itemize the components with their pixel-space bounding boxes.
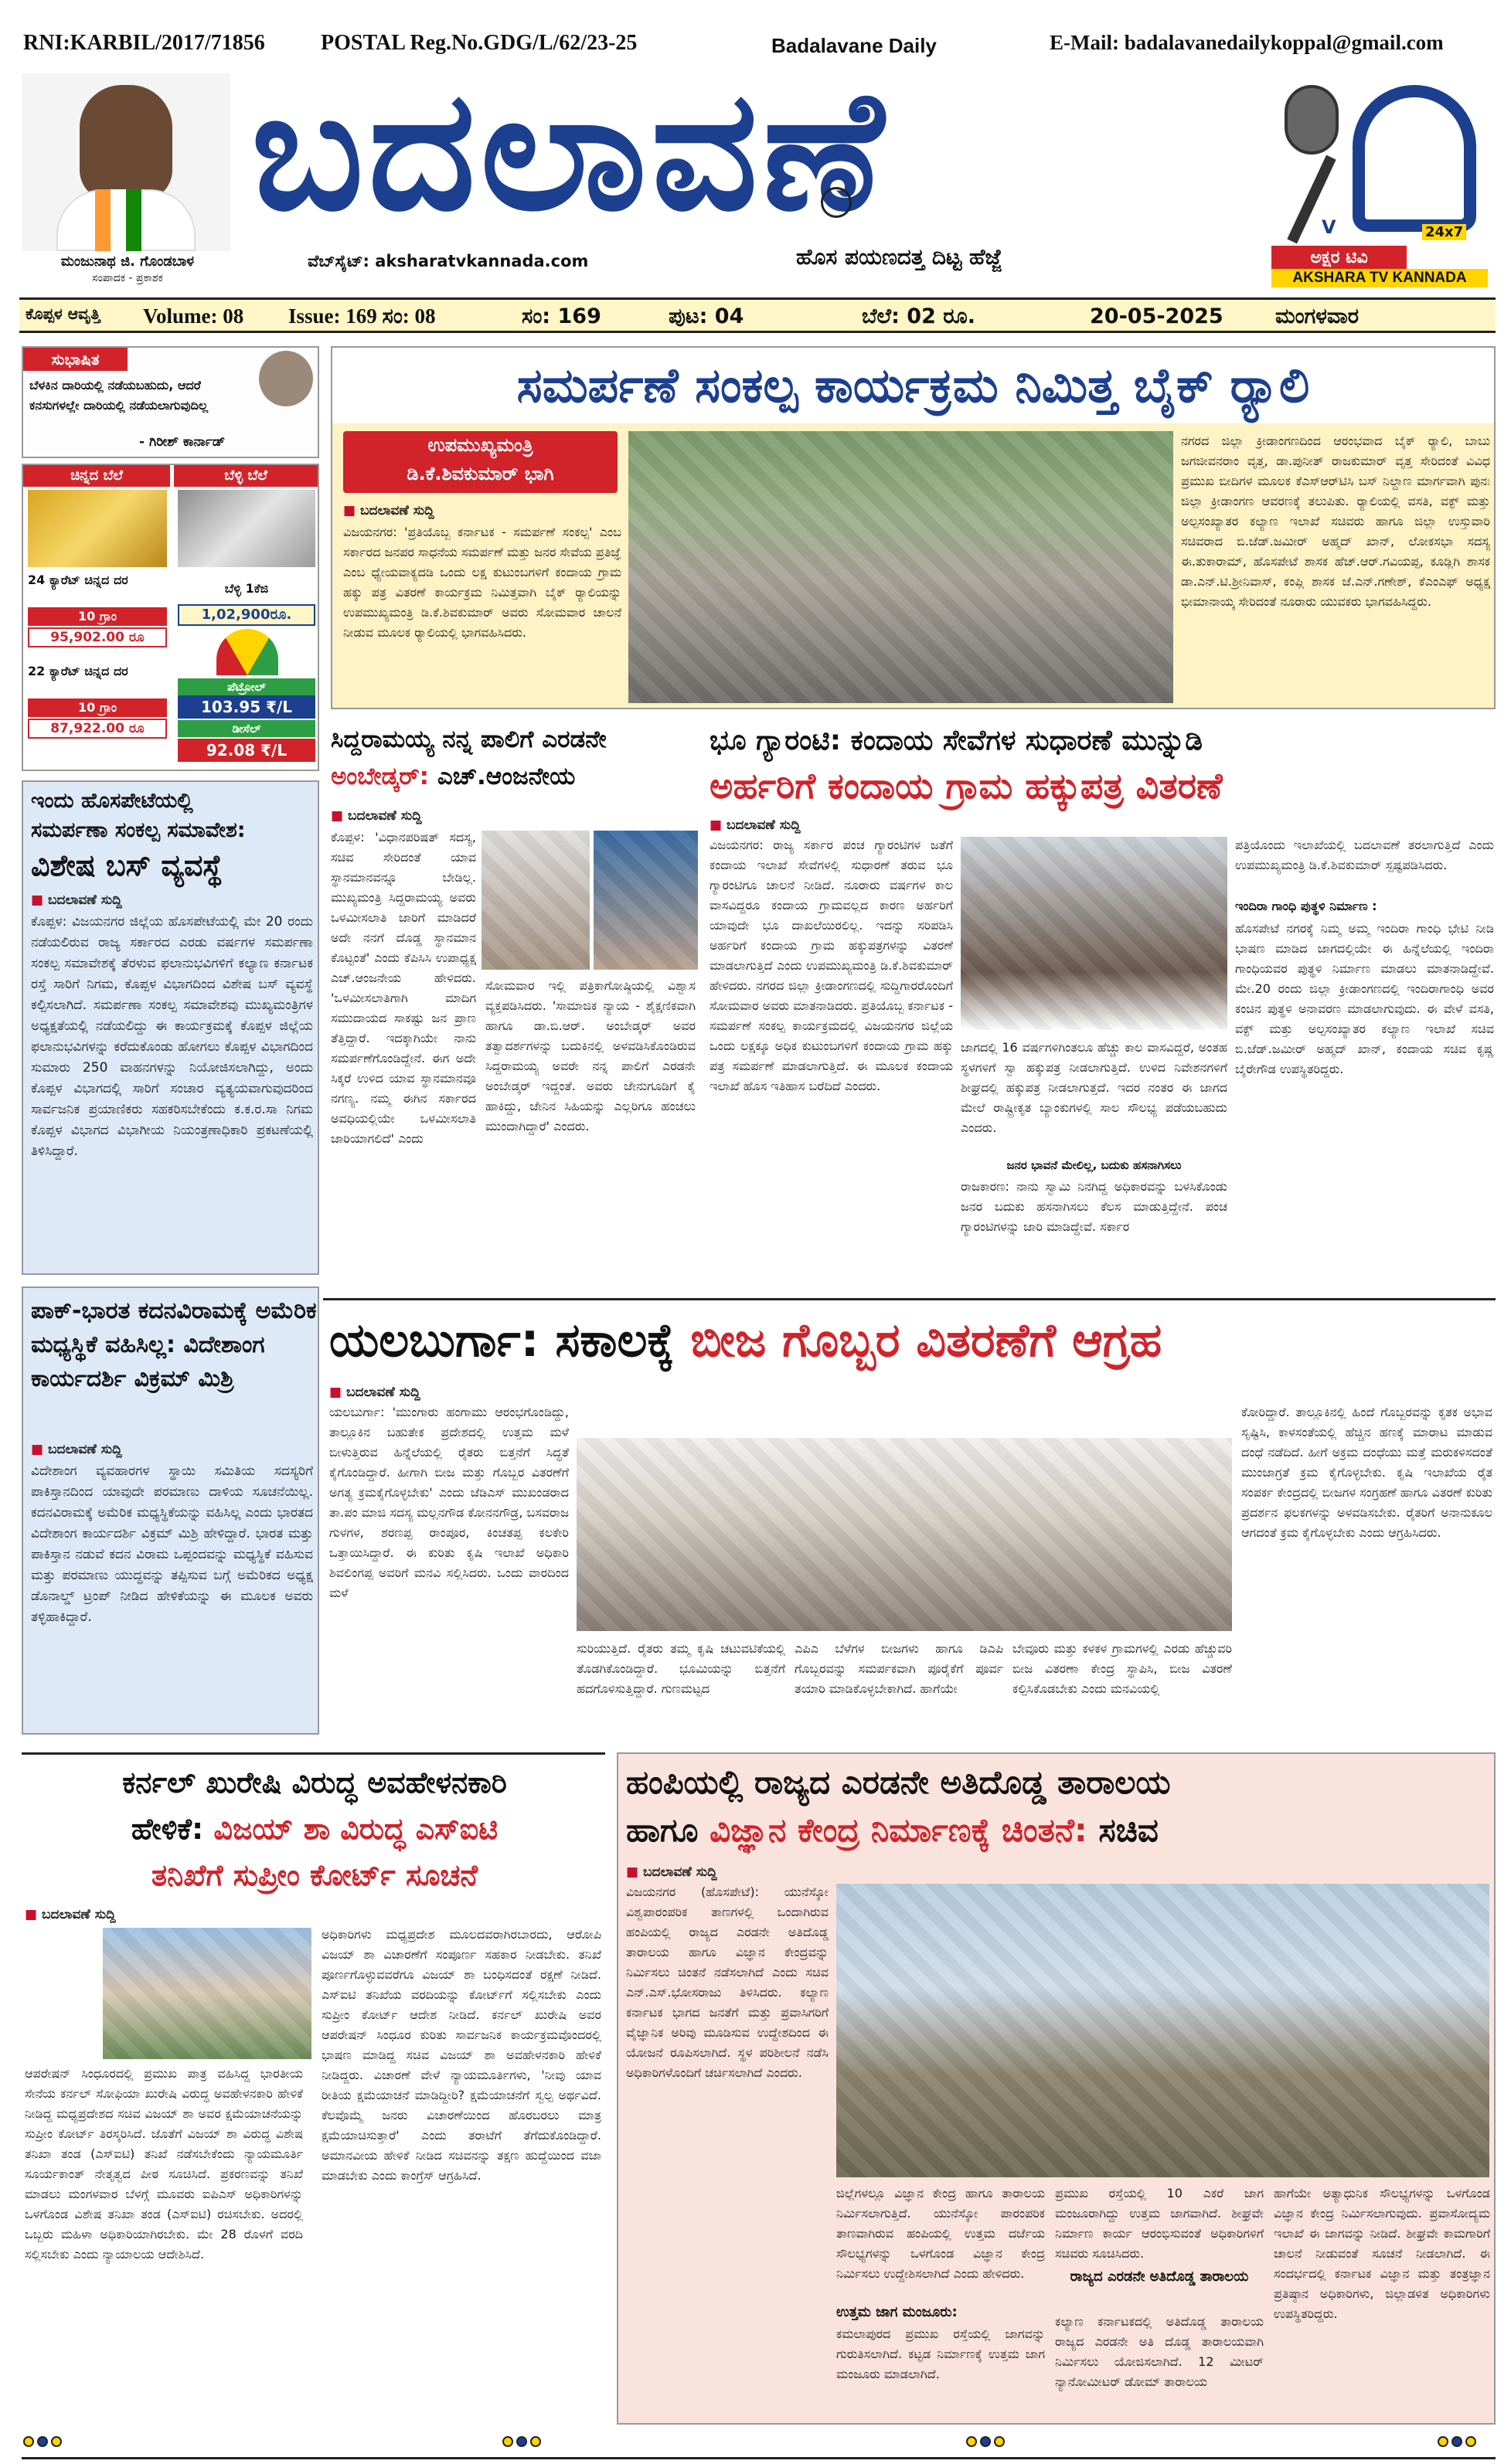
pak-headline: ಪಾಕ್-ಭಾರತ ಕದನವಿರಾಮಕ್ಕೆ ಅಮೆರಿಕ ಮಧ್ಯಸ್ಥಿಕೆ ವಹಿಸಿಲ್ಲ: ವಿದೇಶಾಂಗ ಕಾರ್ಯದರ್ಶಿ ವಿಕ್ರಮ್ ಮಿಶ್ರಿ <box>31 1297 317 1392</box>
planetarium-col-1: ವಿಜಯನಗರ (ಹೊಸಪೇಟೆ): ಯುನೆಸ್ಕೋ ವಿಶ್ವಪಾರಂಪರಿಕ ತಾಣಗಳಲ್ಲಿ ಒಂದಾಗಿರುವ ಹಂಪಿಯಲ್ಲಿ ರಾಜ್ಯದ ಎರಡನೇ ಅತಿದೊಡ್ಡ ತಾರಾಲಯ ಹಾಗೂ ವಿಜ್ಞಾನ ಕೇಂದ್ರವನ್ನು ನಿರ್ಮಿಸಲು ಚಿಂತನೆ ನಡೆಸಲಾಗಿದೆ ಎಂದು ಸಚಿವ ಎನ್.ಎಸ್.ಭೋಸರಾಜು ತಿಳಿಸಿದರು. ಕಲ್ಯಾಣ ಕರ್ನಾಟಕ ಭಾಗದ ಜನತೆಗೆ ಮತ್ತು ಪ್ರವಾಸಿಗರಿಗೆ ವೈಜ್ಞಾನಿಕ ಅರಿವು ಮೂಡಿಸುವ ಉದ್ದೇಶದಿಂದ ಈ ಯೋಜನೆ ರೂಪಿಸಲಾಗಿದೆ. ಸ್ಥಳ ಪರಿಶೀಲನೆ ನಡೆಸಿ ಅಧಿಕಾರಿಗಳೊಂದಿಗೆ ಚರ್ಚಿಸಲಾಗಿದೆ ಎಂದರು. <box>626 1885 829 2080</box>
issue-date: 20-05-2025 <box>1090 304 1223 328</box>
land-col-2: ಜಾಗದಲ್ಲಿ 16 ವರ್ಷಗಳಿಗಿಂತಲೂ ಹೆಚ್ಚು ಕಾಲ ವಾಸವಿದ್ದರೆ, ಅಂತಹ ಸ್ಥಳಗಳಿಗೆ ಸ್ವಾ ಹಕ್ಕುಪತ್ರ ನೀಡಲಾಗುತ್ತಿದೆ. ಉಳಿದ ನಿವೇಶನಗಳಿಗೆ ಶೀಘ್ರದಲ್ಲಿ ಹಕ್ಕುಪತ್ರ ನೀಡಲಾಗುತ್ತದೆ. ಇದರ ನಂತರ ಈ ಜಾಗದ ಮೇಲೆ ರಾಷ್ಟ್ರೀಕೃತ ಬ್ಯಾಂಕುಗಳಲ್ಲಿ ಸಾಲ ಸೌಲಭ್ಯ ಪಡೆಯಬಹುದು ಎಂದರು. <box>961 1040 1227 1135</box>
gold24-value: 95,902.00 ರೂ <box>28 627 167 647</box>
silver-value: 1,02,900ರೂ. <box>178 604 315 626</box>
planetarium-col-3: ಪ್ರಮುಖ ರಸ್ತೆಯಲ್ಲಿ 10 ಎಕರೆ ಜಾಗ ಮಂಜೂರಾಗಿದ್ದು ಉತ್ತಮ ಜಾಗವಾಗಿದೆ. ಶೀಘ್ರವೇ ನಿರ್ಮಾಣ ಕಾರ್ಯ ಆರಂಭಿಸುವಂತೆ ಅಧಿಕಾರಿಗಳಿಗೆ ಸಚಿವರು ಸೂಚಿಸಿದರು. <box>1055 2186 1264 2261</box>
editor-role: ಸಂಪಾದಕ - ಪ್ರಕಾಶಕ <box>92 272 163 284</box>
yelburga-col-4: ಬೇವೂರು ಮತ್ತು ಕಳಕಳ ಗ್ರಾಮಗಳಲ್ಲಿ ಎರಡು ಹೆಚ್ಚುವರಿ ಬೀಜ ವಿತರಣಾ ಕೇಂದ್ರ ಸ್ಥಾಪಿಸಿ, ಬೀಜ ವಿತರಣೆ ಕಲ್ಪಿಸಿಕೊಡಬೇಕು ಎಂದು ಮನವಿಯಲ್ಲಿ <box>1012 1641 1232 1696</box>
petrol-value: 103.95 ₹/L <box>178 695 315 719</box>
planetarium-col-2: ಜಿಲ್ಲೆಗಳಲ್ಲೂ ವಿಜ್ಞಾನ ಕೇಂದ್ರ ಹಾಗೂ ತಾರಾಲಯ ನಿರ್ಮಿಸಲಾಗುತ್ತಿದೆ. ಯುನೆಸ್ಕೋ ಪಾರಂಪರಿಕ ತಾಣವಾಗಿರುವ ಹಂಪಿಯಲ್ಲಿ ಉತ್ತಮ ದರ್ಜೆಯ ಸೌಲಭ್ಯಗಳನ್ನು ಒಳಗೊಂಡ ವಿಜ್ಞಾನ ಕೇಂದ್ರ ನಿರ್ಮಿಸಲು ಉದ್ದೇಶಿಸಲಾಗಿದೆ ಎಂದು ಹೇಳಿದರು. <box>836 2186 1045 2281</box>
pages: ಪುಟ: 04 <box>669 304 744 328</box>
issue-day: ಮಂಗಳವಾರ <box>1275 304 1360 328</box>
yelburga-col-5: ಕೋರಿದ್ದಾರೆ. ತಾಲ್ಲೂಕಿನಲ್ಲಿ ಹಿಂದೆ ಗೊಬ್ಬರವನ್ನು ಕೃತಕ ಅಭಾವ ಸೃಷ್ಟಿಸಿ, ಕಾಳಸಂತೆಯಲ್ಲಿ ಹೆಚ್ಚಿನ ಹಣಕ್ಕೆ ಮಾರಾಟ ಮಾಡುವ ದಂಧೆ ನಡೆದಿದೆ. ಹೀಗೆ ಅಕ್ರಮ ದಂಧೆಯು ಮತ್ತೆ ಮರುಕಳಿಸದಂತೆ ಮುಂಜಾಗ್ರತೆ ಕ್ರಮ ಕೈಗೊಳ್ಳಬೇಕು. ಕೃಷಿ ಇಲಾಖೆಯ ರೈತ ಸಂಪರ್ಕ ಕೇಂದ್ರದಲ್ಲಿ ಬೀಜಗಳ ಸಂಗ್ರಹಣೆ ಹಾಗೂ ವಿತರಣೆ ಕುರಿತು ಪ್ರದರ್ಶನ ಫಲಕಗಳನ್ನು ಅಳವಡಿಸಬೇಕು. ರೈತರಿಗೆ ಅನಾನುಕೂಲ ಆಗದಂತೆ ಕ್ರಮ ಕೈಗೊಳ್ಳಬೇಕು ಎಂದು ಆಗ್ರಹಿಸಿದರು. <box>1241 1405 1492 1540</box>
petrol-label: ಪೆಟ್ರೋಲ್ <box>178 678 315 695</box>
land-headline-2: ಅರ್ಹರಿಗೆ ಕಂದಾಯ ಗ್ರಾಮ ಹಕ್ಕುಪತ್ರ ವಿತರಣೆ <box>710 765 1223 807</box>
ambedkar-story <box>331 722 698 1286</box>
bus-body: ಕೊಪ್ಪಳ: ವಿಜಯನಗರ ಜಿಲ್ಲೆಯ ಹೊಸಪೇಟೆಯಲ್ಲಿ ಮೇ 20 ರಂದು ನಡೆಯಲಿರುವ ರಾಜ್ಯ ಸರ್ಕಾರದ ಎರಡು ವರ್ಷಗಳ ಸಮರ್ಪಣಾ ಸಂಕಲ್ಪ ಸಮಾವೇಶಕ್ಕೆ ತೆರಳುವ ಫಲಾನುಭವಿಗಳಿಗೆ ಕಲ್ಯಾಣ ಕರ್ನಾಟಕ ರಸ್ತೆ ಸಾರಿಗೆ ನಿಗಮ, ಕೊಪ್ಪಳ ವಿಭಾಗದಿಂದ ವಿಶೇಷ ಬಸ್ ವ್ಯವಸ್ಥೆ ಕಲ್ಪಿಸಲಾಗಿದೆ. ಸಮರ್ಪಣಾ ಸಂಕಲ್ಪ ಸಮಾವೇಶವು ಮುಖ್ಯಮಂತ್ರಿಗಳ ಅಧ್ಯಕ್ಷತೆಯಲ್ಲಿ ನಡೆಯಲಿದ್ದು ಈ ಕಾರ್ಯಕ್ರಮಕ್ಕೆ ಕೊಪ್ಪಳ ಜಿಲ್ಲೆಯ ಫಲಾನುಭವಿಗಳನ್ನು ಕರೆದುಕೊಂಡು ಹೋಗಲು ಕೊಪ್ಪಳ ವಿಭಾಗದಿಂದ ಸುಮಾರು 250 ವಾಹನಗಳನ್ನು ನಿಯೋಜಿಸಲಾಗಿದ್ದು, ಅಂದು ಕೊಪ್ಪಳ ವಿಭಾಗದಲ್ಲಿ ಸಾರಿಗೆ ಸಂಚಾರ ವ್ಯತ್ಯಯವಾಗುವುದರಿಂದ ಸಾರ್ವಜನಿಕ ಪ್ರಯಾಣಿಕರು ಸಹಕರಿಸಬೇಕೆಂದು ಕ.ಕ.ರ.ಸಾ ನಿಗಮ ಕೊಪ್ಪಳ ವಿಭಾಗದ ವಿಭಾಗೀಯ ನಿಯಂತ್ರಣಾಧಿಕಾರಿ ಪ್ರಕಟಣೆಯಲ್ಲಿ ತಿಳಿಸಿದ್ದಾರೆ. <box>31 914 313 1159</box>
land-byline: ■ ಬದಲಾವಣೆ ಸುದ್ದಿ <box>710 815 801 835</box>
planetarium-headline-1: ಹಂಪಿಯಲ್ಲಿ ರಾಜ್ಯದ ಎರಡನೇ ಅತಿದೊಡ್ಡ ತಾರಾಲಯ <box>626 1763 1171 1801</box>
rally-sub-box <box>343 431 618 493</box>
gold22-value: 87,922.00 ರೂ <box>28 719 167 739</box>
avatar <box>80 85 172 201</box>
planetarium-headline-2 <box>626 1808 1492 1853</box>
diesel-label: ಡೀಸೆಲ್ <box>178 720 315 737</box>
editor-photo <box>22 73 230 251</box>
silver-label: ಬೆಳ್ಳಿ ಬೆಲೆ <box>174 465 318 487</box>
sit-headline-red: ವಿಜಯ್ ಶಾ ವಿರುದ್ಧ ಎಸ್‌ಐಟಿ <box>213 1812 499 1846</box>
land-headline-1: ಭೂ ಗ್ಯಾರಂಟಿ: ಕಂದಾಯ ಸೇವೆಗಳ ಸುಧಾರಣೆ ಮುನ್ನುಡಿ <box>710 725 1203 756</box>
silver-unit: ಬೆಳ್ಳಿ 1ಕೆಜಿ <box>224 581 269 596</box>
gold-bars-image <box>28 490 167 567</box>
planetarium-col-3b: ಕಲ್ಯಾಣ ಕರ್ನಾಟಕದಲ್ಲಿ ಅತಿದೊಡ್ಡ ತಾರಾಲಯ ರಾಜ್ಯದ ಎರಡನೇ ಅತಿ ದೊಡ್ಡ ತಾರಾಲಯವಾಗಿ ನಿರ್ಮಿಸಲು ಯೋಜಿಸಲಾಗಿದೆ. 12 ಮೀಟರ್ ನ್ಯಾನೋಮೀಟರ್ ಡೋಮ್ ತಾರಾಲಯ <box>1055 2314 1264 2389</box>
subhashita-box <box>22 346 319 458</box>
yelburga-col-1: ಯಲಬುರ್ಗಾ: 'ಮುಂಗಾರು ಹಂಗಾಮು ಆರಂಭಗೊಂಡಿದ್ದು, ತಾಲ್ಲೂಕಿನ ಬಹುತೇಕ ಪ್ರದೇಶದಲ್ಲಿ ಉತ್ತಮ ಮಳೆ ಬೀಳುತ್ತಿರುವ ಹಿನ್ನೆಲೆಯಲ್ಲಿ ರೈತರು ಬಿತ್ತನೆಗೆ ಸಿದ್ಧತೆ ಕೈಗೊಂಡಿದ್ದಾರೆ. ಹೀಗಾಗಿ ಬೀಜ ಮತ್ತು ಗೊಬ್ಬರ ವಿತರಣೆಗೆ ಅಗತ್ಯ ಕ್ರಮಕೈಗೊಳ್ಳಬೇಕು' ಎಂದು ಜೆಡಿಎಸ್ ಮುಖಂಡರಾದ ತಾ.ಪಂ ಮಾಜಿ ಸದಸ್ಯ ಮಲ್ಲನಗೌಡ ಕೋನನಗೌಡ್ರ, ಬಸವರಾಜ ಗುಳಗಳ, ಶರಣಪ್ಪ ರಾಂಪೂರ, ಕಿಂಚತಪ್ಪ ಕಲಕೇರಿ ಒತ್ತಾಯಿಸಿದ್ದಾರೆ. ಈ ಕುರಿತು ಕೃಷಿ ಇಲಾಖೆ ಅಧಿಕಾರಿ ಶಿವಲಿಂಗಪ್ಪ ಅವರಿಗೆ ಮನವಿ ಸಲ್ಲಿಸಿದರು. ಒಂದು ವಾರದಿಂದ ಮಳೆ <box>329 1405 569 1600</box>
compass-icon <box>821 187 852 218</box>
ambedkar-headline-red: ಅಂಬೇಡ್ಕರ್: <box>331 763 430 790</box>
tagline: ಹೊಸ ಪಯಣದತ್ತ ದಿಟ್ಟ ಹೆಜ್ಜೆ <box>796 244 1002 270</box>
tv-name: ಅಕ್ಷರ ಟಿವಿ <box>1271 246 1407 270</box>
rally-body-right: ನಗರದ ಜಿಲ್ಲಾ ಕ್ರೀಡಾಂಗಣದಿಂದ ಆರಂಭವಾದ ಬೈಕ್ ರ್‍ಯಾಲಿ, ಬಾಬು ಜಗಜೀವನರಾಂ ವೃತ್ತ, ಡಾ.ಪುನೀತ್ ರಾಜಕುಮಾರ್ ವೃತ್ತ ಸೇರಿದಂತೆ ವಿವಿಧ ಪ್ರಮುಖ ಬೀದಿಗಳ ಮೂಲಕ ಕೆಎಸ್‌ಆರ್‌ಟಿಸಿ ಬಸ್ ನಿಲ್ದಾಣ ಮಾರ್ಗವಾಗಿ ಪುನಃ ಜಿಲ್ಲಾ ಕ್ರೀಡಾಂಗಣ ಆವರಣಕ್ಕೆ ತಲುಪಿತು. ರ್‍ಯಾಲಿಯಲ್ಲಿ ವಸತಿ, ವಕ್ಫ್ ಮತ್ತು ಅಲ್ಪಸಂಖ್ಯಾತರ ಕಲ್ಯಾಣ ಇಲಾಖೆ ಸಚಿವರು ಹಾಗೂ ಜಿಲ್ಲಾ ಉಸ್ತುವಾರಿ ಸಚಿವರಾದ ಬಿ.ಜೆಡ್.ಜಮೀರ್ ಅಹ್ಮದ್ ಖಾನ್, ಲೋಕಸಭಾ ಸದಸ್ಯ ಈ.ತುಕಾರಾಮ್, ಹೊಸಪೇಟೆ ಶಾಸಕ ಹೆಚ್.ಆರ್.ಗವಿಯಪ್ಪ, ಕೂಡ್ಲಿಗಿ ಶಾಸಕ ಡಾ.ಎನ್.ಟಿ.ಶ್ರೀನಿವಾಸ್, ಕಂಪ್ಲಿ ಶಾಸಕ ಜೆ.ಎನ್.ಗಣೇಶ್, ಕೆಎಂಎಫ್ ಅಧ್ಯಕ್ಷ ಭೀಮಾನಾಯ್ಕ ಸೇರಿದಂತೆ ನೂರಾರು ಯುವಕರು ಭಾಗವಹಿಸಿದ್ದರು. <box>1181 433 1490 609</box>
pak-story <box>22 1286 319 1735</box>
land-col-3b: ಹೊಸಪೇಟೆ ನಗರಕ್ಕೆ ನಿಮ್ಮ ಅಮ್ಮ ಇಂದಿರಾ ಗಾಂಧಿ ಭೇಟಿ ನೀಡಿ ಭಾಷಣ ಮಾಡಿದ ಜಾಗದಲ್ಲಿಯೇ ಈ ಹಿನ್ನೆಲೆಯಲ್ಲಿ ಇಂದಿರಾ ಗಾಂಧಿಯವರ ಪುತ್ಥಳಿ ನಿರ್ಮಾಣ ಮಾಡಲು ಮಾತನಾಡಿದ್ದೇವೆ. ಮೇ.20 ರಂದು ಜಿಲ್ಲಾ ಕ್ರೀಡಾಂಗಣದಲ್ಲಿ ಇಂದಿರಾಗಾಂಧಿ ಅವರ ಕಂಚಿನ ಪುತ್ಥಳಿ ಅನಾವರಣ ಮಾಡಲಾಗುವುದು. ಈ ವೇಳೆ ವಸತಿ, ವಕ್ಫ್ ಮತ್ತು ಅಲ್ಪಸಂಖ್ಯಾತರ ಕಲ್ಯಾಣ ಇಲಾಖೆ ಸಚಿವ ಬಿ.ಜೆಡ್.ಜಮೀರ್ ಅಹ್ಮದ್ ಖಾನ್, ಕಂದಾಯ ಸಚಿವ ಕೃಷ್ಣ ಬೈರೇಗೌಡ ಉಪಸ್ಥಿತರಿದ್ದರು. <box>1235 921 1494 1076</box>
planetarium-story <box>617 1752 1496 2425</box>
planetarium-headline-c: ಸಚಿವ <box>1098 1811 1159 1849</box>
bus-headline-1: ಇಂದು ಹೊಸಪೇಟೆಯಲ್ಲಿ <box>31 789 193 813</box>
english-title: Badalavane Daily <box>771 34 937 57</box>
planetarium-col-2-head: ಉತ್ತಮ ಜಾಗ ಮಂಜೂರು: <box>836 2304 958 2320</box>
planetarium-col-3-head: ರಾಜ್ಯದ ಎರಡನೇ ಅತಿದೊಡ್ಡ ತಾರಾಲಯ <box>1070 2269 1249 2285</box>
bus-byline: ■ ಬದಲಾವಣೆ ಸುದ್ದಿ <box>31 890 122 910</box>
edition: ಕೊಪ್ಪಳ ಆವೃತ್ತಿ <box>26 304 100 323</box>
land-story <box>710 722 1496 1286</box>
bus-headline-3: ವಿಶೇಷ ಬಸ್ ವ್ಯವಸ್ಥೆ <box>31 848 223 882</box>
ambedkar-byline: ■ ಬದಲಾವಣೆ ಸುದ್ದಿ <box>331 806 422 826</box>
footer-dots-right <box>1438 2435 1479 2450</box>
price: ಬೆಲೆ: 02 ರೂ. <box>862 304 976 328</box>
land-col-2b: ರಾಜಕಾರಣ: ನಾನು ಸ್ವಾಮಿ ನಿನಗಿದ್ದ ಅಧಿಕಾರವನ್ನು ಬಳಸಿಕೊಂಡು ಜನರ ಬದುಕು ಹಸನಾಗಿಸಲು ಕೆಲಸ ಮಾಡುತ್ತಿದ್ದೇನೆ. ಪಂಚ ಗ್ಯಾರಂಟಿಗಳನ್ನು ಜಾರಿ ಮಾಡಿದ್ದೇವೆ. ಸರ್ಕಾರ <box>961 1179 1227 1234</box>
footer-dots-left <box>23 2435 65 2450</box>
sit-col-2: ಅಧಿಕಾರಿಗಳು ಮಧ್ಯಪ್ರದೇಶ ಮೂಲದವರಾಗಿರಬಾರದು, ಆರೋಪಿ ವಿಜಯ್ ಶಾ ವಿಚಾರಣೆಗೆ ಸಂಪೂರ್ಣ ಸಹಕಾರ ನೀಡಬೇಕು. ತನಿಖೆ ಪೂರ್ಣಗೊಳ್ಳುವವರೆಗೂ ವಿಜಯ್ ಶಾ ಬಂಧಿಸದಂತೆ ರಕ್ಷಣೆ ನೀಡಿದೆ. ಎಸ್‌ಐಟಿ ತನಿಖೆಯ ವರದಿಯನ್ನು ಕೋರ್ಟ್‌ಗೆ ಸಲ್ಲಿಸಬೇಕು ಎಂದು ಸುಪ್ರೀಂ ಕೋರ್ಟ್ ಆದೇಶ ನೀಡಿದೆ. ಕರ್ನಲ್ ಖುರೇಷಿ ಅವರ ಆಪರೇಷನ್ ಸಿಂಧೂರ ಕುರಿತು ಸಾರ್ವಜನಿಕ ಕಾರ್ಯಕ್ರಮವೊಂದರಲ್ಲಿ ಭಾಷಣ ಮಾಡಿದ್ದ ಸಚಿವ ವಿಜಯ್ ಶಾ ಅವಹೇಳನಕಾರಿ ಹೇಳಿಕೆ ನೀಡಿದ್ದರು. ವಿಚಾರಣೆ ವೇಳೆ ನ್ಯಾಯಮೂರ್ತಿಗಳು, 'ನೀವು ಯಾವ ರೀತಿಯ ಕ್ಷಮೆಯಾಚನೆ ಮಾಡಿದ್ದೀರಿ? ಕ್ಷಮೆಯಾಚನೆಗೆ ಸ್ವಲ್ಪ ಅರ್ಥವಿದೆ. ಕೆಲವೊಮ್ಮೆ ಜನರು ವಿಚಾರಣೆಯಿಂದ ಹೊರಬರಲು ಮಾತ್ರ ಕ್ಷಮೆಯಾಚಿಸುತ್ತಾರೆ' ಎಂದು ತರಾಟೆಗೆ ತೆಗೆದುಕೊಂಡಿದ್ದಾರೆ. ಅಮಾನವೀಯ ಹೇಳಿಕೆ ನೀಡಿದ ಸಚಿವನನ್ನು ತಕ್ಷಣ ಹುದ್ದೆಯಿಂದ ವಜಾ ಮಾಡಬೇಕು ಎಂದು ಕಾಂಗ್ರೆಸ್ ಆಗ್ರಹಿಸಿದೆ. <box>322 1927 601 2183</box>
tv-badge-247: 24x7 <box>1422 224 1466 240</box>
planetarium-byline: ■ ಬದಲಾವಣೆ ಸುದ್ದಿ <box>626 1862 717 1882</box>
footer-dots-mid-left <box>502 2435 544 2450</box>
tv-logo: V 24x7 ಅಕ್ಷರ ಟಿವಿ AKSHARA TV KANNADA <box>1268 70 1492 286</box>
gold22-label: 22 ಕ್ಯಾರೆಟ್ ಚಿನ್ನದ ದರ <box>28 664 128 678</box>
footer-rule <box>22 2457 1496 2459</box>
sit-byline: ■ ಬದಲಾವಣೆ ಸುದ್ದಿ <box>25 1905 116 1925</box>
yelburga-col-2: ಸುರಿಯುತ್ತಿದೆ. ರೈತರು ತಮ್ಮ ಕೃಷಿ ಚಟುವಟಿಕೆಯಲ್ಲಿ ತೊಡಗಿಕೊಂಡಿದ್ದಾರೆ. ಭೂಮಿಯನ್ನು ಬಿತ್ತನೆಗೆ ಹದಗೊಳಿಸುತ್ತಿದ್ದಾರೆ. ಗುಣಮಟ್ಟದ <box>577 1641 785 1696</box>
sit-col-1: ಆಪರೇಷನ್ ಸಿಂಧೂರದಲ್ಲಿ ಪ್ರಮುಖ ಪಾತ್ರ ವಹಿಸಿದ್ದ ಭಾರತೀಯ ಸೇನೆಯ ಕರ್ನಲ್ ಸೋಫಿಯಾ ಖುರೇಷಿ ವಿರುದ್ಧ ಅವಹೇಳನಕಾರಿ ಹೇಳಿಕೆ ನೀಡಿದ್ದ ಮಧ್ಯಪ್ರದೇಶದ ಸಚಿವ ವಿಜಯ್ ಶಾ ಅವರ ಕ್ಷಮೆಯಾಚನೆಯನ್ನು ಸುಪ್ರೀಂ ಕೋರ್ಟ್ ತಿರಸ್ಕರಿಸಿದೆ. ಜೊತೆಗೆ ವಿಜಯ್ ಶಾ ವಿರುದ್ಧ ವಿಶೇಷ ತನಿಖಾ ತಂಡ (ಎಸ್‌ಐಟಿ) ತನಿಖೆ ನಡೆಸಬೇಕೆಂದು ನ್ಯಾಯಮೂರ್ತಿ ಸೂರ್ಯಕಾಂತ್ ನೇತೃತ್ವದ ಪೀಠ ಸೂಚಿಸಿದೆ. ಪ್ರಕರಣವನ್ನು ತನಿಖೆ ಮಾಡಲು ಮಂಗಳವಾರ ಬೆಳಗ್ಗೆ ಮೂವರು ಐಪಿಎಸ್ ಅಧಿಕಾರಿಗಳನ್ನು ಒಳಗೊಂಡ ವಿಶೇಷ ತನಿಖಾ ತಂಡ (ಎಸ್‌ಐಟಿ) ರಚಿಸಬೇಕು. ಅದರಲ್ಲಿ ಒಬ್ಬರು ಮಹಿಳಾ ಅಧಿಕಾರಿಯಾಗಿರಬೇಕು. ಮೇ 28 ರೊಳಗೆ ವರದಿ ಸಲ್ಲಿಸಬೇಕು ಎಂದು ನ್ಯಾಯಾಲಯ ಆದೇಶಿಸಿದೆ. <box>25 2066 303 2262</box>
diesel-value: 92.08 ₹/L <box>178 739 315 762</box>
land-col-1: ವಿಜಯನಗರ: ರಾಜ್ಯ ಸರ್ಕಾರ ಪಂಚ ಗ್ಯಾರಂಟಿಗಳ ಜತೆಗೆ ಕಂದಾಯ ಇಲಾಖೆ ಸೇವೆಗಳಲ್ಲಿ ಸುಧಾರಣೆ ತರುವ ಭೂ ಗ್ಯಾರಂಟಿಗೂ ಚಾಲನೆ ನೀಡಿದೆ. ನೂರಾರು ವರ್ಷಗಳ ಕಾಲ ವಾಸವಿದ್ದರೂ ಕಂದಾಯ ಗ್ರಾಮವಲ್ಲದ ಕಾರಣ ಅರ್ಹರಿಗೆ ಯಾವುದೇ ಭೂ ದಾಖಲೆಯಿರಲಿಲ್ಲ. ಇದನ್ನು ಸರಿಪಡಿಸಿ ಅರ್ಹರಿಗೆ ಕಂದಾಯ ಗ್ರಾಮ ಹಕ್ಕುಪತ್ರಗಳನ್ನು ವಿತರಣೆ ಮಾಡಲಾಗುತ್ತಿದೆ ಎಂದು ಉಪಮುಖ್ಯಮಂತ್ರಿ ಡಿ.ಕೆ.ಶಿವಕುಮಾರ್ ಹೇಳಿದರು. ನಗರದ ಜಿಲ್ಲಾ ಕ್ರೀಡಾಂಗಣದಲ್ಲಿ ಸುದ್ದಿಗಾರರೊಂದಿಗೆ ಸೋಮವಾರ ಅವರು ಮಾತನಾಡಿದರು. ಪ್ರತಿಯೊಬ್ಬ ಕರ್ನಾಟಕ - ಸಮರ್ಪಣೆ ಸಂಕಲ್ಪ ಕಾರ್ಯಕ್ರಮದಲ್ಲಿ ವಿಜಯನಗರ ಜಿಲ್ಲೆಯ ಒಂದು ಲಕ್ಷಕ್ಕೂ ಅಧಿಕ ಕುಟುಂಬಗಳಿಗೆ ಕಂದಾಯ ಗ್ರಾಮ ಹಕ್ಕು ಪತ್ರ ಸಮರ್ಪಣೆ ಮಾಡಲಾಗುತ್ತಿದೆ. ಈ ಮೂಲಕ ಕಂದಾಯ ಇಲಾಖೆ ಹೊಸ ಇತಿಹಾಸ ಬರೆದಿದೆ ಎಂದರು. <box>710 838 953 1093</box>
sit-headline-3: ತನಿಖೆಗೆ ಸುಪ್ರೀಂ ಕೋರ್ಟ್ ಸೂಚನೆ <box>151 1858 478 1892</box>
gold24-unit: 10 ಗ್ರಾಂ <box>28 607 167 626</box>
rally-byline: ■ ಬದಲಾವಣೆ ಸುದ್ದಿ <box>343 501 434 521</box>
land-col-3: ಪತ್ರಿಯೊಂದು ಇಲಾಖೆಯಲ್ಲಿ ಬದಲಾವಣೆ ತರಲಾಗುತ್ತಿದೆ ಎಂದು ಉಪಮುಖ್ಯಮಂತ್ರಿ ಡಿ.ಕೆ.ಶಿವಕುಮಾರ್ ಸ್ಪಷ್ಟಪಡಿಸಿದರು. <box>1235 838 1494 872</box>
planetarium-col-4: ಹಾಗೆಯೇ ಅತ್ಯಾಧುನಿಕ ಸೌಲಭ್ಯಗಳನ್ನು ಒಳಗೊಂಡ ವಿಜ್ಞಾನ ಕೇಂದ್ರ ನಿರ್ಮಿಸಲಾಗುವುದು. ಪ್ರವಾಸೋದ್ಯಮ ಇಲಾಖೆ ಈ ಜಾಗವನ್ನು ನೀಡಿದೆ. ಶೀಘ್ರವೇ ಕಾಮಗಾರಿಗೆ ಚಾಲನೆ ನೀಡುವಂತೆ ಸೂಚನೆ ನೀಡಲಾಗಿದೆ. ಈ ಸಂದರ್ಭದಲ್ಲಿ ಕರ್ನಾಟಕ ವಿಜ್ಞಾನ ಮತ್ತು ತಂತ್ರಜ್ಞಾನ ಪ್ರತಿಷ್ಠಾನ ಅಧಿಕಾರಿಗಳು, ಜಿಲ್ಲಾಡಳಿತ ಅಧಿಕಾರಿಗಳು ಉಪಸ್ಥಿತರಿದ್ದರು. <box>1274 2186 1490 2321</box>
gold22-unit: 10 ಗ್ರಾಂ <box>28 698 167 717</box>
masthead: ಬದಲಾವಣೆ <box>251 53 889 247</box>
ambedkar-headline-name: ಎಚ್.ಆಂಜನೇಯ <box>437 763 576 790</box>
editor-name: ಮಂಜುನಾಥ ಜಿ. ಗೊಂಡಬಾಳ <box>60 253 195 270</box>
rates-box <box>22 464 319 771</box>
rally-photo <box>628 431 1173 703</box>
website: ವೆಬ್‌ಸೈಟ್: aksharatvkannada.com <box>308 252 589 270</box>
sam: ಸಂ: 169 <box>522 304 601 328</box>
rally-sub-1: ಉಪಮುಖ್ಯಮಂತ್ರಿ <box>427 434 533 456</box>
planetarium-headline-a: ಹಾಗೂ <box>626 1811 699 1849</box>
subhashita-author: - ಗಿರೀಶ್ ಕಾರ್ನಾಡ್ <box>139 434 226 450</box>
tv-english: AKSHARA TV KANNADA <box>1271 269 1488 287</box>
microphone-icon <box>1285 85 1339 155</box>
email: E-Mail: badalavanedailykoppal@gmail.com <box>1050 31 1444 54</box>
sit-headline-1: ಕರ್ನಲ್ ಖುರೇಷಿ ವಿರುದ್ಧ ಅವಹೇಳನಕಾರಿ <box>122 1766 507 1800</box>
shivakumar-photo <box>961 837 1227 1030</box>
planetarium-col-2b: ಕಮಲಾಪುರದ ಪ್ರಮುಖ ರಸ್ತೆಯಲ್ಲಿ ಜಾಗವನ್ನು ಗುರುತಿಸಲಾಗಿದೆ. ಕಟ್ಟಡ ನಿರ್ಮಾಣಕ್ಕೆ ಉತ್ತಮ ಜಾಗ ಮಂಜೂರು ಮಾಡಲಾಗಿದೆ. <box>836 2326 1045 2381</box>
yelburga-headline-black: ಯಲಬುರ್ಗಾ: ಸಕಾಲಕ್ಕೆ <box>329 1314 675 1368</box>
pak-byline: ■ ಬದಲಾವಣೆ ಸುದ್ದಿ <box>31 1439 122 1460</box>
ambedkar-headline-2 <box>331 760 698 794</box>
yelburga-headline <box>329 1308 1496 1373</box>
yelburga-col-3: ಎಪಿಎ ಬೆಳೆಗಳ ಬೀಜಗಳು ಹಾಗೂ ಡಿಎಪಿ ಗೊಬ್ಬರವನ್ನು ಸಮರ್ಪಕವಾಗಿ ಪೂರೈಕೆಗೆ ಪೂರ್ವ ತಯಾರಿ ಮಾಡಿಕೊಳ್ಳಬೇಕಾಗಿದೆ. ಹಾಗೆಯೇ <box>795 1641 1003 1696</box>
issue-bar <box>19 297 1496 333</box>
sit-story <box>22 1752 605 2425</box>
rally-headline: ಸಮರ್ಪಣೆ ಸಂಕಲ್ಪ ಕಾರ್ಯಕ್ರಮ ನಿಮಿತ್ತ ಬೈಕ್ ರ್‍ಯಾಲಿ <box>332 348 1494 423</box>
subhashita-title: ಸುಭಾಷಿತ <box>23 348 128 371</box>
ambedkar-col-2: ಸೋಮವಾರ ಇಲ್ಲಿ ಪತ್ರಿಕಾಗೋಷ್ಠಿಯಲ್ಲಿ ವಿಶ್ವಾಸ ವ್ಯಕ್ತಪಡಿಸಿದರು. 'ಸಾಮಾಜಿಕ ನ್ಯಾಯ - ಶೈಕ್ಷಣಿಕವಾಗಿ ಹಾಗೂ ಡಾ.ಬಿ.ಆರ್. ಅಂಬೇಡ್ಕರ್ ಅವರ ತತ್ವಾದರ್ಶಗಳನ್ನು ಬದುಕಿನಲ್ಲಿ ಅಳವಡಿಸಿಕೊಂಡಿರುವ ಸಿದ್ದರಾಮಯ್ಯ ಅವರೇ ನನ್ನ ಪಾಲಿಗೆ ಎರಡನೇ ಅಂಬೇಡ್ಕರ್ ಇದ್ದಂತೆ. ಅವರು ಜೇನುಗೂಡಿಗೆ ಕೈ ಹಾಕಿದ್ದು, ಜೇನಿನ ಸಿಹಿಯನ್ನು ಎಲ್ಲರಿಗೂ ಹಂಚಲು ಮುಂದಾಗಿದ್ದಾರೆ' ಎಂದರು. <box>485 978 696 1133</box>
volume: Volume: 08 <box>143 304 244 328</box>
ambedkar-headline-1: ಸಿದ್ದರಾಮಯ್ಯ ನನ್ನ ಪಾಲಿಗೆ ಎರಡನೇ <box>331 726 607 753</box>
gold24-label: 24 ಕ್ಯಾರೆಟ್ ಚಿನ್ನದ ದರ <box>28 573 128 587</box>
planetarium-photo <box>836 1884 1489 2177</box>
subhashita-text: ಬೆಳಕಿನ ದಾರಿಯಲ್ಲಿ ನಡೆಯಬಹುದು, ಆದರೆ ಕನಸುಗಳಲ್ಲೇ ದಾರಿಯಲ್ಲಿ ನಡೆಯಲಾಗುವುದಿಲ್ಲ <box>29 378 209 413</box>
yelburga-story <box>323 1298 1496 1735</box>
pak-body: ವಿದೇಶಾಂಗ ವ್ಯವಹಾರಗಳ ಸ್ಥಾಯಿ ಸಮಿತಿಯ ಸದಸ್ಯರಿಗೆ ಪಾಕಿಸ್ತಾನದಿಂದ ಯಾವುದೇ ಪರಮಾಣು ದಾಳಿಯ ಸೂಚನೆಯಿಲ್ಲ. ಕದನವಿರಾಮಕ್ಕೆ ಅಮೆರಿಕ ಮಧ್ಯಸ್ಥಿಕೆಯನ್ನು ವಹಿಸಿಲ್ಲ ಎಂದು ಭಾರತದ ವಿದೇಶಾಂಗ ಕಾರ್ಯದರ್ಶಿ ವಿಕ್ರಮ್ ಮಿಶ್ರಿ ಹೇಳಿದ್ದಾರೆ. ಭಾರತ ಮತ್ತು ಪಾಕಿಸ್ತಾನ ನಡುವೆ ಕದನ ವಿರಾಮ ಒಪ್ಪಂದವನ್ನು ಮಧ್ಯಸ್ಥಿಕೆ ವಹಿಸುವ ಮತ್ತು ಪರಮಾಣು ಯುದ್ಧವನ್ನು ತಪ್ಪಿಸುವ ಬಗ್ಗೆ ಅಮೆರಿಕದ ಅಧ್ಯಕ್ಷ ಡೊನಾಲ್ಡ್ ಟ್ರಂಪ್ ನೀಡಿದ ಹೇಳಿಕೆಯನ್ನು ಈ ಮೂಲಕ ಅವರು ತಳ್ಳಿಹಾಕಿದ್ದಾರೆ. <box>31 1463 313 1625</box>
yelburga-byline: ■ ಬದಲಾವಣೆ ಸುದ್ದಿ <box>329 1382 420 1402</box>
land-col-3-head: ಇಂದಿರಾ ಗಾಂಧಿ ಪುತ್ಥಳಿ ನಿರ್ಮಾಣ : <box>1235 899 1377 913</box>
sit-headline-2 <box>25 1807 604 1851</box>
bus-headline-2: ಸಮರ್ಪಣಾ ಸಂಕಲ್ಪ ಸಮಾವೇಶ: <box>31 818 246 842</box>
siddaramaiah-photo <box>594 831 698 970</box>
footer-dots-mid-right <box>966 2435 1008 2450</box>
sit-headline-black: ಹೇಳಿಕೆ: <box>131 1812 204 1846</box>
subhashita-author-photo <box>259 351 313 406</box>
gold-label: ಚಿನ್ನದ ಬೆಲೆ <box>23 465 170 487</box>
ambedkar-col-1: ಕೊಪ್ಪಳ: 'ವಿಧಾನಪರಿಷತ್ ಸದಸ್ಯ, ಸಚಿವ ಸೇರಿದಂತೆ ಯಾವ ಸ್ಥಾನಮಾನವನ್ನೂ ಬೇಡಿಲ್ಲ. ಮುಖ್ಯಮಂತ್ರಿ ಸಿದ್ದರಾಮಯ್ಯ ಅವರು ಒಳಮೀಸಲಾತಿ ಜಾರಿಗೆ ಮಾಡಿದರೆ ಅದೇ ನನಗೆ ದೊಡ್ಡ ಸ್ಥಾನಮಾನ ಕೊಟ್ಟಂತೆ' ಎಂದು ಕೆಪಿಸಿಸಿ ಉಪಾಧ್ಯಕ್ಷ ಎಚ್.ಆಂಜನೇಯ ಹೇಳಿದರು. 'ಒಳಮೀಸಲಾತಿಗಾಗಿ ಮಾದಿಗ ಸಮುದಾಯದ ಸಾಕಷ್ಟು ಜನ ಪ್ರಾಣ ತೆತ್ತಿದ್ದಾರೆ. ಇದಕ್ಕಾಗಿಯೇ ನಾನು ಸಮರ್ಪಣೆಗೊಂಡಿದ್ದೇನೆ. ಈಗ ಅದೇ ಸಿಕ್ಕರೆ ಉಳಿದ ಯಾವ ಸ್ಥಾನಮಾನವೂ ನಗಣ್ಯ. ನಮ್ಮ ಈಗಿನ ಸರ್ಕಾರದ ಅವಧಿಯಲ್ಲಿಯೇ ಒಳಮೀಸಲಾತಿ ಜಾರಿಯಾಗಲಿದೆ' ಎಂದು <box>331 830 476 1146</box>
planetarium-headline-red: ವಿಜ್ಞಾನ ಕೇಂದ್ರ ನಿರ್ಮಾಣಕ್ಕೆ ಚಿಂತನೆ: <box>710 1811 1087 1849</box>
postal-reg: POSTAL Reg.No.GDG/L/62/23-25 <box>321 31 638 55</box>
yelburga-photo <box>577 1438 1232 1631</box>
issue: Issue: 169 ಸಂ: 08 <box>288 304 436 328</box>
rally-sub-2: ಡಿ.ಕೆ.ಶಿವಕುಮಾರ್ ಭಾಗಿ <box>407 463 554 484</box>
rni-number: RNI:KARBIL/2017/71856 <box>23 31 265 55</box>
bus-story <box>22 780 319 1275</box>
yelburga-headline-red: ಬೀಜ ಗೊಬ್ಬರ ವಿತರಣೆಗೆ ಆಗ್ರಹ <box>690 1314 1162 1368</box>
rally-story <box>331 346 1496 709</box>
rally-body-left: ವಿಜಯನಗರ: 'ಪ್ರತಿಯೊಬ್ಬ ಕರ್ನಾಟಕ - ಸಮರ್ಪಣೆ ಸಂಕಲ್ಪ' ಎಂಬ ಸರ್ಕಾರದ ಜನಪರ ಸಾಧನೆಯ ಸಮರ್ಪಣೆ ಮತ್ತು ಜನರ ಸೇವೆಯ ಪ್ರತಿಜ್ಞೆ ಎಂಬ ಧ್ಯೇಯವಾಕ್ಯದಡಿ ಒಂದು ಲಕ್ಷ ಕುಟುಂಬಗಳಿಗೆ ಕಂದಾಯ ಗ್ರಾಮ ಹಕ್ಕು ಪತ್ರ ವಿತರಣೆ ಕಾರ್ಯಕ್ರಮ ನಿಮಿತ್ತವಾಗಿ ಬೈಕ್ ರ್‍ಯಾಲಿಯನ್ನು ಉಪಮುಖ್ಯಮಂತ್ರಿ ಡಿ.ಕೆ.ಶಿವಕುಮಾರ್ ಅವರು ಸೋಮವಾರ ಚಾಲನೆ ನೀಡುವ ಮೂಲಕ ರ್‍ಯಾಲಿಯಲ್ಲಿ ಭಾಗವಹಿಸಿದರು. <box>343 525 621 640</box>
land-col-2-head: ಜನರ ಭಾವನೆ ಮೇಲಿಲ್ಲ, ಬದುಕು ಹಸನಾಗಿಸಲು <box>1006 1158 1182 1172</box>
silver-bars-image <box>178 490 315 567</box>
fuel-pump-icon <box>216 629 278 675</box>
anjaneya-photo <box>482 831 590 970</box>
